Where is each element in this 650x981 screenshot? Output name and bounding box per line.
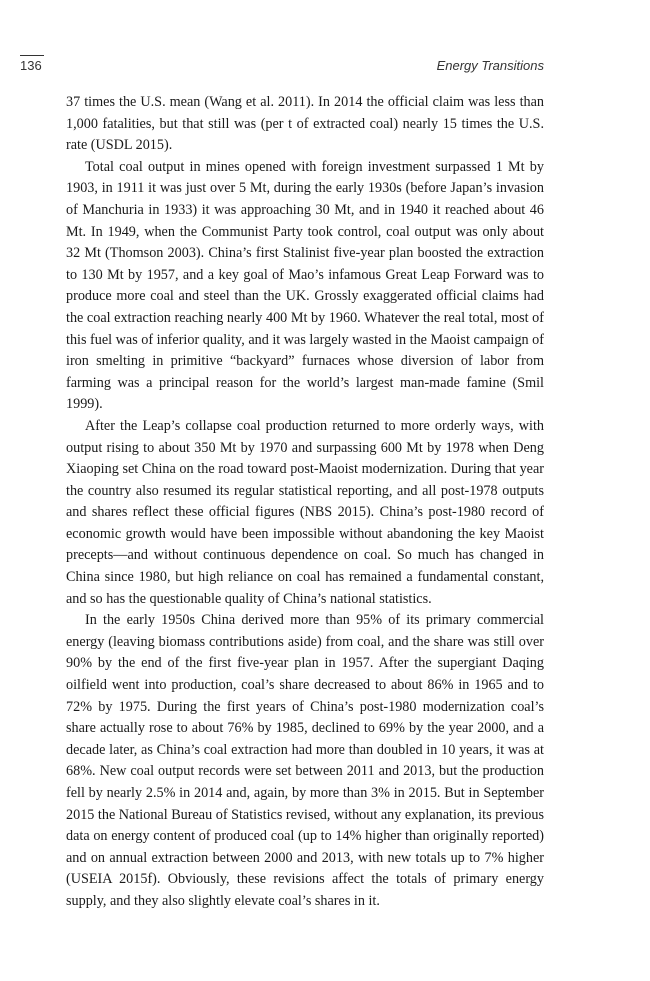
paragraph-continued: 37 times the U.S. mean (Wang et al. 2011). In 2014 the official claim was less than 1,000 fatalities, but that still was (per t of extracted coal) nearly 15 times the U.S. rate (USDL 2015).	[66, 94, 544, 154]
page-number: 136	[20, 58, 42, 73]
header-rule	[20, 55, 44, 56]
body-text	[66, 92, 544, 913]
paragraph: After the Leap’s collapse coal production returned to more orderly ways, with output rising to about 350 Mt by 1970 and surpassing 600 Mt by 1978 when Deng Xiaoping set China on the road toward post-Maoist modernization. During that year the country also resumed its regular statistical reporting, and all post-1978 outputs and shares reflect these official figures (NBS 2015). China’s post-1980 record of economic growth would have been impossible without abandoning the key Maoist precepts—and without continuous dependence on coal. So much has changed in China since 1980, but high reliance on coal has remained a fundamental constant, and so has the questionable quality of China’s national statistics.	[66, 417, 544, 607]
paragraph: In the early 1950s China derived more than 95% of its primary commercial energy (leaving biomass contributions aside) from coal, and the share was still over 90% by the end of the first five-year plan in 1957. After the supergiant Daqing oilfield went into production, coal’s share decreased to about 86% in 1965 and to 72% by 1975. During the first years of China’s post-1980 modernization coal’s share actually rose to about 76% by 1985, declined to 69% by the year 2000, and a decade later, as China’s coal extraction had more than doubled in 10 years, it was at 68%. New coal output records were set between 2011 and 2013, but the production fell by nearly 2.5% in 2014 and, again, by more than 3% in 2015. But in September 2015 the National Bureau of Statistics revised, without any explanation, its previous data on energy content of produced coal (up to 14% higher than originally reported) and on annual extraction between 2000 and 2013, with new totals up to 7% higher (USEIA 2015f). Obviously, these revisions affect the totals of primary energy supply, and they also slightly elevate coal’s shares in it.	[66, 612, 544, 909]
paragraph: Total coal output in mines opened with foreign investment surpassed 1 Mt by 1903, in 1911 it was just over 5 Mt, during the early 1930s (before Japan’s invasion of Manchuria in 1933) it was approaching 30 Mt, and in 1940 it reached about 46 Mt. In 1949, when the Communist Party took control, coal output was only about 32 Mt (Thomson 2003). China’s first Stalinist five-year plan boosted the extraction to 130 Mt by 1957, and a key goal of Mao’s infamous Great Leap Forward was to produce more coal and steel than the UK. Grossly exaggerated official claims had the coal extraction reaching nearly 400 Mt by 1960. Whatever the real total, most of this fuel was of inferior quality, and it was largely wasted in the Maoist campaign of iron smelting in primitive “backyard” furnaces whose diversion of labor from farming was a principal reason for the world’s largest man-made famine (Smil 1999).	[66, 158, 544, 413]
running-title: Energy Transitions	[436, 58, 544, 73]
